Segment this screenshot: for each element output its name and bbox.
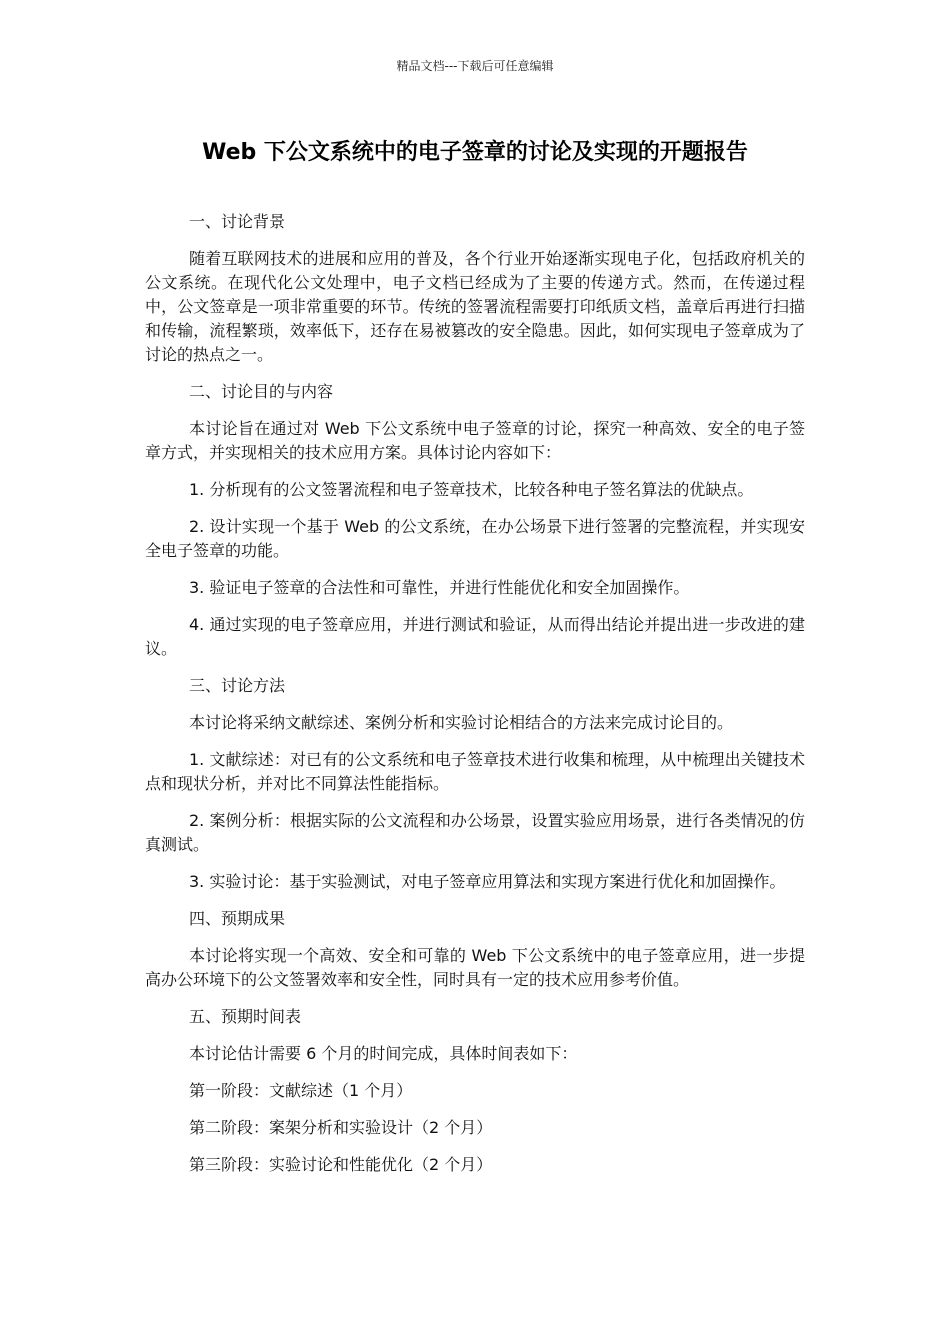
schedule-phase: 第二阶段：案架分析和实验设计（2 个月） [189, 1118, 493, 1137]
purpose-item: 4. 通过实现的电子签章应用，并进行测试和验证，从而得出结论并提出进一步改进的建议。 [145, 615, 805, 658]
method-item: 2. 案例分析：根据实际的公文流程和办公场景，设置实验应用场景，进行各类情况的仿真测试。 [145, 811, 805, 854]
background-paragraph: 随着互联网技术的进展和应用的普及，各个行业开始逐渐实现电子化，包括政府机关的公文系统。在现代化公文处理中，电子文档已经成为了主要的传递方式。然而，在传递过程中，公文签章是一项非常重要的环节。传统的签署流程需要打印纸质文档，盖章后再进行扫描和传输，流程繁琐，效率低下，还存在易被篡改的安全隐患。因此，如何实现电子签章成为了讨论的热点之一。 [145, 249, 805, 364]
document-body [145, 210, 805, 1190]
results-paragraph: 本讨论将实现一个高效、安全和可靠的 Web 下公文系统中的电子签章应用，进一步提高办公环境下的公文签署效率和安全性，同时具有一定的技术应用参考价值。 [145, 946, 805, 989]
purpose-item: 2. 设计实现一个基于 Web 的公文系统，在办公场景下进行签署的完整流程，并实现安全电子签章的功能。 [145, 517, 805, 560]
section-heading-schedule: 五、预期时间表 [189, 1007, 302, 1026]
section-heading-background: 一、讨论背景 [189, 212, 286, 231]
purpose-item: 1. 分析现有的公文签署流程和电子签章技术，比较各种电子签名算法的优缺点。 [189, 480, 754, 499]
schedule-phase: 第一阶段：文献综述（1 个月） [189, 1081, 413, 1100]
section-heading-purpose: 二、讨论目的与内容 [189, 382, 334, 401]
purpose-item: 3. 验证电子签章的合法性和可靠性，并进行性能优化和安全加固操作。 [189, 578, 690, 597]
purpose-intro: 本讨论旨在通过对 Web 下公文系统中电子签章的讨论，探究一种高效、安全的电子签章方式，并实现相关的技术应用方案。具体讨论内容如下： [145, 419, 805, 462]
section-heading-results: 四、预期成果 [189, 909, 286, 928]
header-note: 精品文档---下载后可任意编辑 [396, 59, 554, 73]
schedule-intro: 本讨论估计需要 6 个月的时间完成，具体时间表如下： [189, 1044, 578, 1063]
method-intro: 本讨论将采纳文献综述、案例分析和实验讨论相结合的方法来完成讨论目的。 [189, 713, 734, 732]
schedule-phase: 第三阶段：实验讨论和性能优化（2 个月） [189, 1155, 493, 1174]
method-item: 3. 实验讨论：基于实验测试，对电子签章应用算法和实现方案进行优化和加固操作。 [189, 872, 786, 891]
document-title: Web 下公文系统中的电子签章的讨论及实现的开题报告 [202, 140, 748, 165]
method-item: 1. 文献综述：对已有的公文系统和电子签章技术进行收集和梳理，从中梳理出关键技术点和现状分析，并对比不同算法性能指标。 [145, 750, 805, 793]
section-heading-method: 三、讨论方法 [189, 676, 286, 695]
